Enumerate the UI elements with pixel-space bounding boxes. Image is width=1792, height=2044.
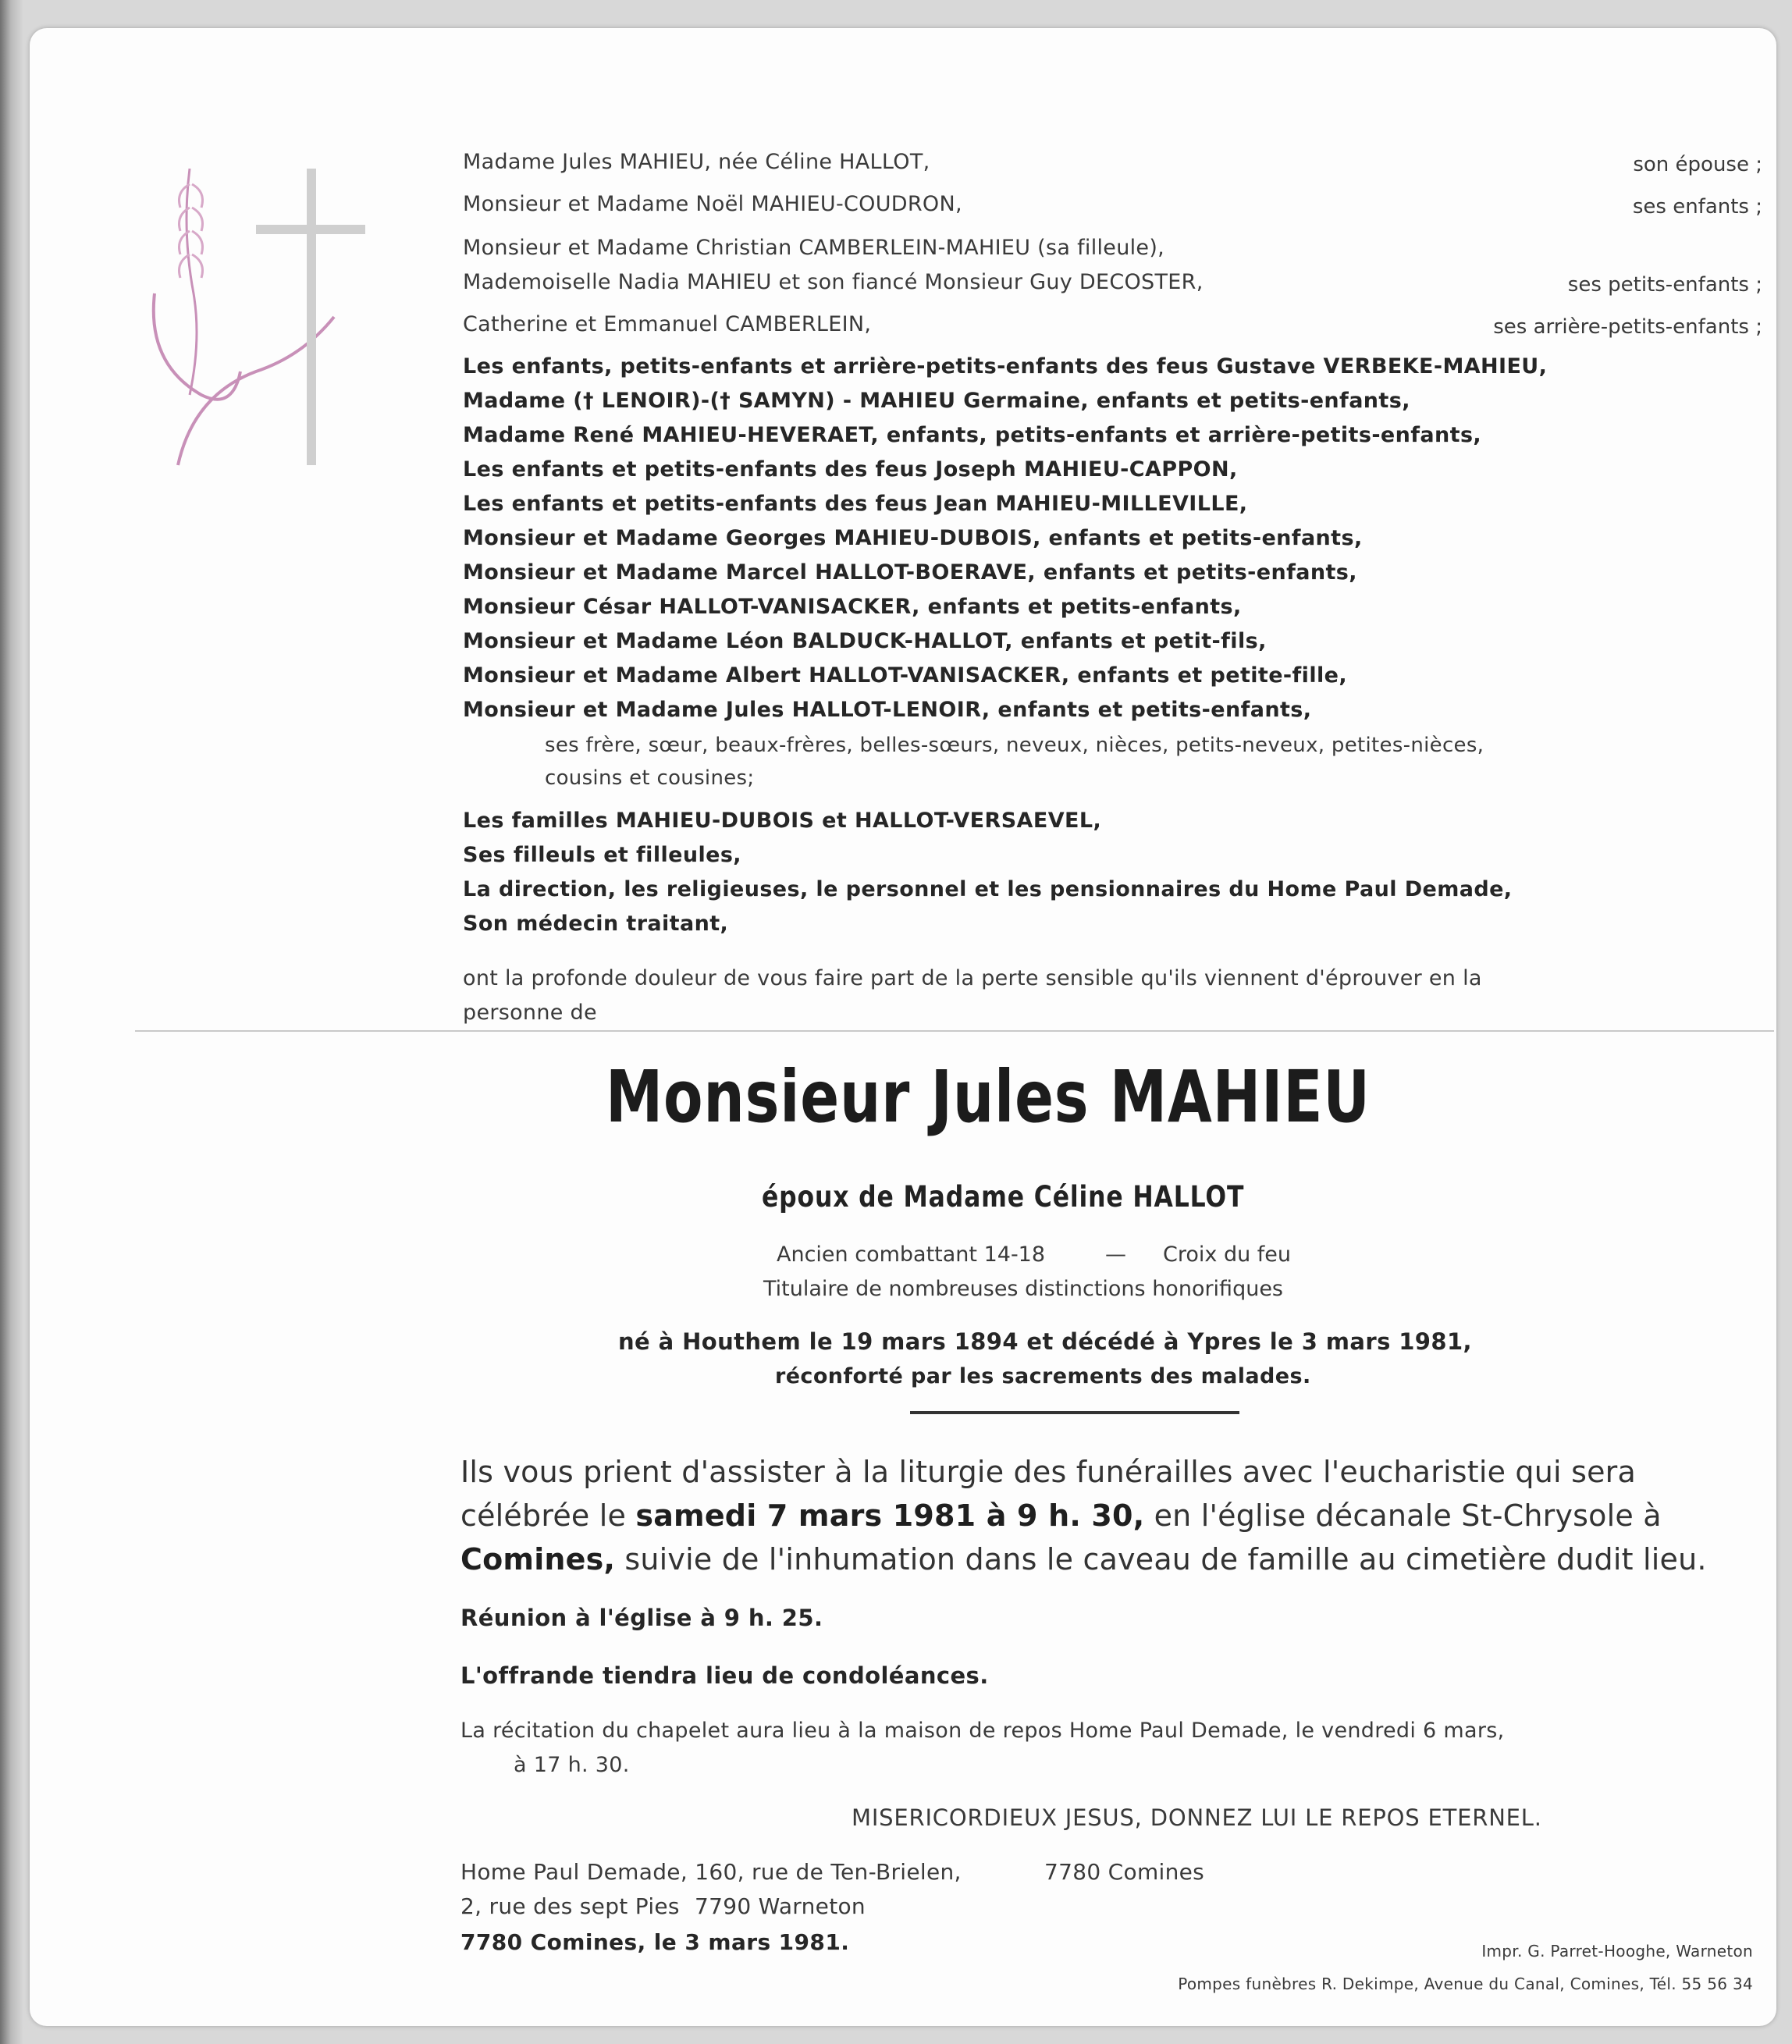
others-line: Les familles MAHIEU-DUBOIS et HALLOT-VERSAEVEL,: [463, 809, 1102, 833]
deceased-name: Monsieur Jules MAHIEU: [606, 1055, 1371, 1139]
funeral-datetime: samedi 7 mars 1981 à 9 h. 30,: [635, 1498, 1145, 1533]
granddaughter-line: Mademoiselle Nadia MAHIEU et son fiancé Monsieur Guy DECOSTER,: [463, 270, 1204, 294]
great-grandchildren-line: Catherine et Emmanuel CAMBERLEIN,: [463, 312, 872, 336]
death-notice-card: [30, 28, 1776, 2026]
siblings-line: ses frère, sœur, beaux-frères, belles-sœurs, neveux, nièces, petits-neveux, petites-nièces,: [545, 734, 1484, 757]
cross-wheat-emblem: [147, 137, 389, 489]
funeral-church: en l'église décanale St-Chrysole à: [1144, 1498, 1662, 1533]
others-line: La direction, les religieuses, le personnel et les pensionnaires du Home Paul Demade,: [463, 877, 1513, 901]
burial-text: suivie de l'inhumation dans le caveau de famille au cimetière dudit lieu.: [615, 1542, 1707, 1577]
relatives-line: Monsieur et Madame Georges MAHIEU-DUBOIS, enfants et petits-enfants,: [463, 526, 1363, 550]
cross-of-fire-line: Croix du feu: [1163, 1242, 1292, 1267]
offering-line: L'offrande tiendra lieu de condoléances.: [460, 1662, 989, 1689]
funeral-town: Comines,: [460, 1542, 616, 1577]
relatives-line: Madame René MAHIEU-HEVERAET, enfants, petits-enfants et arrière-petits-enfants,: [463, 423, 1482, 447]
announcement-line: personne de: [463, 1001, 597, 1025]
printer-line: Impr. G. Parret-Hooghe, Warneton: [1481, 1942, 1753, 1960]
relatives-line: Monsieur César HALLOT-VANISACKER, enfants et petits-enfants,: [463, 595, 1242, 619]
relatives-line: Monsieur et Madame Jules HALLOT-LENOIR, enfants et petits-enfants,: [463, 698, 1312, 722]
wife-line: Madame Jules MAHIEU, née Céline HALLOT,: [463, 150, 930, 174]
undertaker-line: Pompes funèbres R. Dekimpe, Avenue du Canal, Comines, Tél. 55 56 34: [1178, 1975, 1753, 1993]
sacraments-line: réconforté par les sacrements des malades.: [775, 1364, 1311, 1388]
street-address: 2, rue des sept Pies: [460, 1893, 680, 1919]
children-relation: ses enfants ;: [1632, 195, 1762, 219]
prayer-line: MISERICORDIEUX JESUS, DONNEZ LUI LE REPOS ETERNEL.: [852, 1804, 1542, 1831]
spouse-line: époux de Madame Céline HALLOT: [762, 1180, 1245, 1214]
grandchildren-relation: ses petits-enfants ;: [1567, 273, 1762, 297]
others-line: Son médecin traitant,: [463, 912, 729, 936]
relatives-line: Les enfants et petits-enfants des feus Joseph MAHIEU-CAPPON,: [463, 457, 1238, 482]
rosary-time: à 17 h. 30.: [514, 1753, 630, 1777]
funeral-place-line: [460, 1542, 1707, 1577]
great-grandchildren-relation: ses arrière-petits-enfants ;: [1493, 315, 1762, 339]
wife-relation: son épouse ;: [1633, 153, 1762, 176]
goddaughter-line: Monsieur et Madame Christian CAMBERLEIN-MAHIEU (sa filleule),: [463, 236, 1165, 260]
honors-line: Titulaire de nombreuses distinctions honorifiques: [763, 1277, 1283, 1301]
cross-icon: [256, 169, 365, 465]
relatives-line: Les enfants, petits-enfants et arrière-petits-enfants des feus Gustave VERBEKE-MAHIEU,: [463, 354, 1548, 379]
meeting-line: Réunion à l'église à 9 h. 25.: [460, 1605, 823, 1631]
veteran-line: Ancien combattant 14-18: [777, 1242, 1046, 1267]
announcement-line: ont la profonde douleur de vous faire part de la perte sensible qu'ils viennent d'éprouver en la: [463, 966, 1482, 990]
relatives-line: Monsieur et Madame Marcel HALLOT-BOERAVE, enfants et petits-enfants,: [463, 560, 1357, 585]
fold-line: [135, 1030, 1774, 1032]
place-date-line: 7780 Comines, le 3 mars 1981.: [460, 1929, 850, 1955]
others-line: Ses filleuls et filleules,: [463, 843, 741, 867]
relatives-line: Monsieur et Madame Léon BALDUCK-HALLOT, enfants et petit-fils,: [463, 629, 1267, 653]
children-line: Monsieur et Madame Noël MAHIEU-COUDRON,: [463, 192, 962, 216]
home-city: 7780 Comines: [1044, 1859, 1205, 1885]
siblings-line: cousins et cousines;: [545, 766, 755, 790]
birth-death-line: né à Houthem le 19 mars 1894 et décédé à Ypres le 3 mars 1981,: [618, 1328, 1472, 1355]
funeral-text: célébrée le: [460, 1498, 636, 1533]
veteran-dash: —: [1105, 1242, 1126, 1267]
relatives-line: Monsieur et Madame Albert HALLOT-VANISACKER, enfants et petite-fille,: [463, 663, 1348, 688]
relatives-line: Madame († LENOIR)-(† SAMYN) - MAHIEU Germaine, enfants et petits-enfants,: [463, 389, 1410, 413]
rosary-line: La récitation du chapelet aura lieu à la maison de repos Home Paul Demade, le vendredi 6 mars,: [460, 1719, 1505, 1743]
divider-rule: [910, 1411, 1239, 1414]
home-address: Home Paul Demade, 160, rue de Ten-Brielen,: [460, 1859, 962, 1885]
funeral-date-line: [460, 1498, 1662, 1533]
relatives-line: Les enfants et petits-enfants des feus Jean MAHIEU-MILLEVILLE,: [463, 492, 1248, 516]
funeral-line: Ils vous prient d'assister à la liturgie des funérailles avec l'eucharistie qui sera: [460, 1455, 1636, 1489]
street-city: 7790 Warneton: [695, 1893, 866, 1919]
